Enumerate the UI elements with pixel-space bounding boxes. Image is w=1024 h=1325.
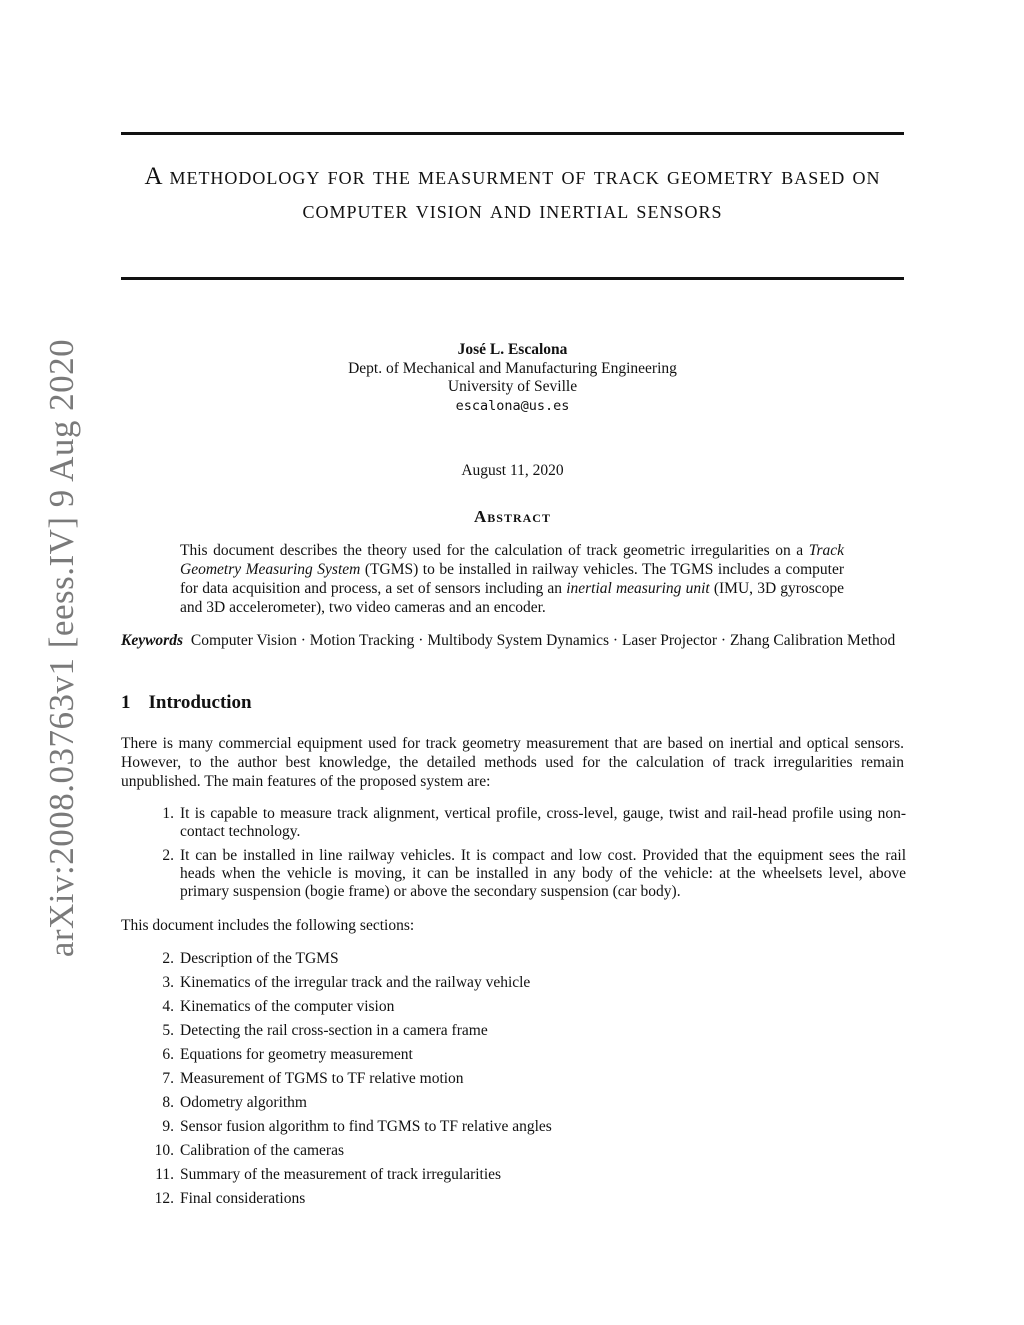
- title-rule-top: [121, 132, 904, 135]
- paper-date: August 11, 2020: [461, 462, 564, 479]
- list-marker: 7.: [162, 1070, 174, 1087]
- list-marker: 11.: [155, 1166, 174, 1183]
- list-item: [121, 1070, 906, 1094]
- list-item: [121, 998, 906, 1022]
- intro-paragraph: There is many commercial equipment used for track geometry measurement that are based on inertial and optical sensors. However, to the author best knowledge, the detailed methods used for the calculation of track irregularities remain unpublished. The main features of the proposed system are:: [121, 735, 904, 790]
- paper-title: A methodology for the measurment of track geometry based on computer vision and inertial sensors: [144, 163, 881, 224]
- abstract-heading: Abstract: [474, 507, 551, 526]
- author-email[interactable]: escalona@us.es: [455, 398, 570, 414]
- list-item-text: Kinematics of the computer vision: [180, 998, 395, 1015]
- list-item-text: Summary of the measurement of track irregularities: [180, 1166, 502, 1183]
- abstract-part3: (IMU, 3D gyroscope and 3D accelerometer), two video cameras and an encoder.: [180, 580, 844, 616]
- list-item-text: Calibration of the cameras: [180, 1142, 344, 1159]
- abstract-term-tgms: Track Geometry Measuring System: [180, 542, 844, 578]
- author-university: University of Seville: [447, 378, 578, 395]
- list-item: [121, 847, 906, 901]
- author-department: Dept. of Mechanical and Manufacturing Engineering: [348, 360, 677, 377]
- title-rule-bottom: [121, 277, 904, 280]
- list-item: [121, 1046, 906, 1070]
- list-item: [121, 1166, 906, 1190]
- section-title: Introduction: [148, 692, 252, 713]
- list-item: [121, 950, 906, 974]
- list-item-text: Description of the TGMS: [180, 950, 339, 967]
- sections-intro: This document includes the following sections:: [121, 917, 415, 934]
- list-marker: 10.: [154, 1142, 174, 1159]
- list-marker: 8.: [162, 1094, 174, 1111]
- section-number: 1: [121, 692, 131, 713]
- list-marker: 12.: [154, 1190, 174, 1207]
- list-item: [121, 1142, 906, 1166]
- list-item-text: Detecting the rail cross-section in a camera frame: [180, 1022, 488, 1039]
- abstract-part2: (TGMS) to be installed in railway vehicles. The TGMS includes a computer for data acquisition and process, a set of sensors including an: [180, 561, 844, 597]
- author-name: José L. Escalona: [457, 341, 568, 358]
- list-item-text: Kinematics of the irregular track and the railway vehicle: [180, 974, 531, 991]
- list-item: [121, 974, 906, 998]
- list-item-text: Sensor fusion algorithm to find TGMS to TF relative angles: [180, 1118, 552, 1135]
- list-marker: 2.: [162, 847, 174, 864]
- list-item-text: It is capable to measure track alignment, vertical profile, cross-level, gauge, twist and rail-head profile using non-contact technology.: [180, 805, 906, 840]
- list-item-text: Equations for geometry measurement: [180, 1046, 413, 1063]
- sections-list: [121, 950, 906, 1214]
- list-marker: 1.: [162, 805, 174, 822]
- list-marker: 5.: [162, 1022, 174, 1039]
- abstract-term-imu: inertial measuring unit: [566, 580, 710, 597]
- list-item-text: Measurement of TGMS to TF relative motion: [180, 1070, 464, 1087]
- keywords-list: Computer Vision · Motion Tracking · Multibody System Dynamics · Laser Projector · Zhang Calibration Method: [190, 632, 896, 649]
- keywords-label: Keywords: [121, 632, 183, 649]
- list-marker: 4.: [162, 998, 174, 1015]
- list-item: [121, 1022, 906, 1046]
- abstract-part1: This document describes the theory used for the calculation of track geometric irregularities on a: [180, 542, 809, 559]
- features-list: [121, 805, 906, 907]
- list-item: [121, 1190, 906, 1214]
- list-marker: 3.: [162, 974, 174, 991]
- abstract-text: [180, 541, 844, 617]
- list-item-text: Odometry algorithm: [180, 1094, 307, 1111]
- list-item: [121, 805, 906, 841]
- list-item: [121, 1118, 906, 1142]
- list-item-text: It can be installed in line railway vehicles. It is compact and low cost. Provided that the equipment sees the rail heads when the vehicle is moving, it can be installed in any body of the vehicle: at the wheelsets level, above primary suspension (bogie frame) or above the secondary suspension (car body).: [180, 847, 906, 900]
- arxiv-identifier-stamp: arXiv:2008.03763v1 [eess.IV] 9 Aug 2020: [42, 338, 81, 958]
- list-item-text: Final considerations: [180, 1190, 306, 1207]
- list-item: [121, 1094, 906, 1118]
- keywords: [121, 631, 904, 650]
- list-marker: 9.: [162, 1118, 174, 1135]
- list-marker: 6.: [162, 1046, 174, 1063]
- section-heading-introduction: [121, 692, 252, 714]
- list-marker: 2.: [162, 950, 174, 967]
